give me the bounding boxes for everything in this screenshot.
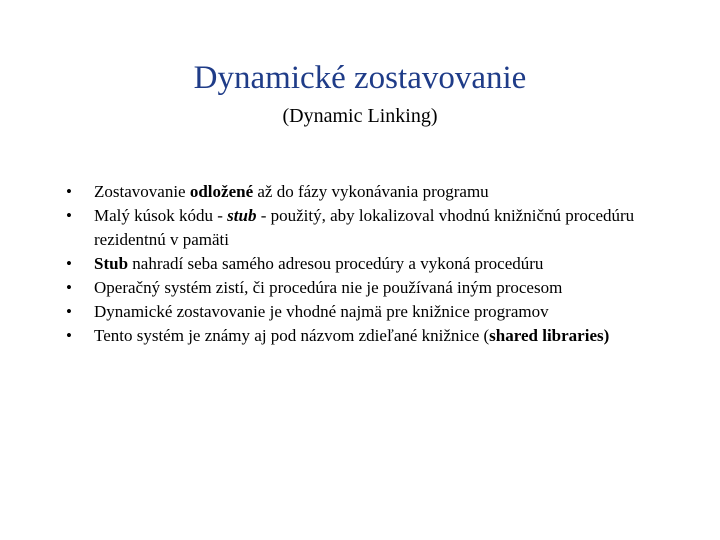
bullet-bold-italic-text: stub xyxy=(227,206,257,225)
bullet-bold-text: Stub xyxy=(94,254,129,273)
bullet-text: Dynamické zostavovanie je vhodné najmä pre knižnice programov xyxy=(94,302,549,321)
bullet-text: až do fázy vykonávania programu xyxy=(253,182,489,201)
bullet-text: Malý kúsok kódu - xyxy=(94,206,228,225)
bullet-icon: • xyxy=(66,182,72,201)
bullet-list xyxy=(66,180,666,348)
bullet-text: Zostavovanie xyxy=(94,182,190,201)
bullet-text: nahradí seba samého adresou procedúry a vykoná procedúru xyxy=(128,254,544,273)
bullet-icon: • xyxy=(66,278,72,297)
slide-subtitle: (Dynamic Linking) xyxy=(282,105,438,127)
bullet-item-3 xyxy=(66,252,666,276)
bullet-text: - použitý, aby lokalizoval vhodnú knižničnú procedúru rezidentnú v pamäti xyxy=(94,206,635,249)
bullet-icon: • xyxy=(66,254,72,273)
bullet-text: Operačný systém zistí, či procedúra nie je používaná iným procesom xyxy=(94,278,563,297)
bullet-bold-text: odložené xyxy=(189,182,254,201)
bullet-item-4 xyxy=(66,276,666,300)
bullet-item-1 xyxy=(66,180,666,204)
bullet-icon: • xyxy=(66,302,72,321)
bullet-item-2 xyxy=(66,204,666,252)
bullet-icon: • xyxy=(66,206,72,225)
bullet-item-6 xyxy=(66,324,666,348)
bullet-item-5 xyxy=(66,300,666,324)
bullet-bold-text: shared libraries) xyxy=(489,326,610,345)
slide-title: Dynamické zostavovanie xyxy=(193,60,527,96)
bullet-text: Tento systém je známy aj pod názvom zdieľané knižnice ( xyxy=(94,326,490,345)
bullet-icon: • xyxy=(66,326,72,345)
